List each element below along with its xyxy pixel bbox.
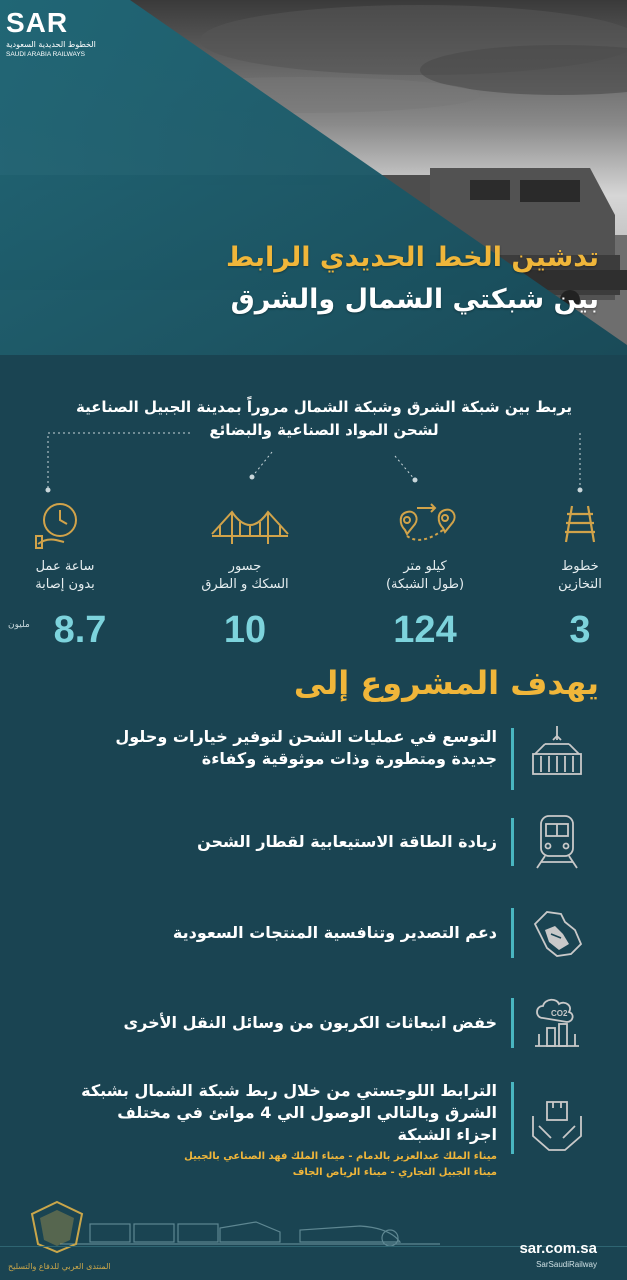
- stat-value: 10: [223, 609, 267, 651]
- stat-sublabel: (طول الشبكة): [385, 577, 465, 592]
- logo-mark: SAR: [6, 7, 69, 38]
- stat-label: خطوط: [561, 559, 599, 574]
- saudi-map-icon: [527, 904, 587, 964]
- ports-note-line2: ميناء الجبيل التجاري - ميناء الرياض الجاف: [292, 1167, 497, 1178]
- connector-lines: [0, 0, 627, 520]
- goal-item: التوسع في عمليات الشحن لتوفير خيارات وحلول جديدة ومتطورة وذات موثوقية وكفاءة: [115, 727, 497, 768]
- goal-bar: [511, 998, 514, 1048]
- stat-label: جسور: [228, 559, 262, 574]
- goal-item: زيادة الطاقة الاستيعابية لقطار الشحن: [197, 832, 497, 851]
- stat-sublabel: السكك و الطرق: [201, 577, 289, 592]
- stat-sublabel: التخازين: [558, 577, 602, 592]
- footer-trains-graphic: [60, 1210, 440, 1250]
- stat-storage-lines: [505, 558, 627, 652]
- ports-note-line1: ميناء الملك عبدالعزيز بالدمام - ميناء الملك فهد الصناعي بالجبيل: [184, 1151, 497, 1162]
- goal-bar: [511, 908, 514, 958]
- container-crane-icon: [527, 722, 587, 782]
- stat-safe-hours: [0, 558, 140, 652]
- intro-line2: لشحن المواد الصناعية والبضائع: [209, 421, 439, 439]
- stat-bridges: [170, 558, 320, 652]
- headline-line2: بين شبكتي الشمال والشرق: [230, 284, 599, 315]
- stat-value: 8.7: [53, 609, 107, 651]
- goal-bar: [511, 1082, 514, 1154]
- goals-heading: يهدف المشروع إلى: [293, 664, 599, 702]
- watermark-emblem: [22, 1196, 92, 1256]
- train-icon: [527, 812, 587, 872]
- goal-bar: [511, 818, 514, 866]
- intro-line1: يربط بين شبكة الشرق وشبكة الشمال مروراً بمدينة الجبيل الصناعية: [75, 398, 573, 416]
- svg-text:CO2: CO2: [551, 1009, 568, 1018]
- co2-factory-icon: [527, 994, 587, 1054]
- hands-box-icon: [527, 1096, 587, 1156]
- stat-value: 124: [393, 609, 457, 651]
- logo-arabic-name: الخطوط الحديدية السعودية: [6, 40, 96, 49]
- goal-item: دعم التصدير وتنافسية المنتجات السعودية: [172, 923, 497, 942]
- logo-english-name: SAUDI ARABIA RAILWAYS: [6, 51, 85, 58]
- stat-label: ساعة عمل: [35, 559, 95, 574]
- bridge-icon: [210, 508, 290, 546]
- website-link[interactable]: sar.com.sa: [519, 1240, 597, 1257]
- stat-sublabel: بدون إصابة: [35, 577, 95, 592]
- goal-item: الترابط اللوجستي من خلال ربط شبكة الشمال بشبكة الشرق وبالتالي الوصول الي 4 موانئ في مختلف اجزاء الشبكة: [81, 1081, 497, 1144]
- rail-track-icon: [558, 504, 602, 544]
- stat-unit: مليون: [8, 620, 30, 630]
- stat-network-length: [350, 558, 500, 652]
- route-map-icon: [395, 500, 459, 548]
- headline-line1: تدشين الخط الحديدي الرابط: [226, 242, 599, 273]
- goal-bar: [511, 728, 514, 790]
- clock-hand-icon: [34, 500, 82, 550]
- stat-label: كيلو متر: [403, 559, 447, 574]
- goal-item: خفض انبعاثات الكربون من وسائل النقل الأخرى: [123, 1013, 497, 1032]
- stat-value: 3: [569, 609, 591, 651]
- social-handle[interactable]: SarSaudiRailway: [536, 1260, 597, 1269]
- watermark-text: المنتدى العربي للدفاع والتسليح: [8, 1262, 111, 1271]
